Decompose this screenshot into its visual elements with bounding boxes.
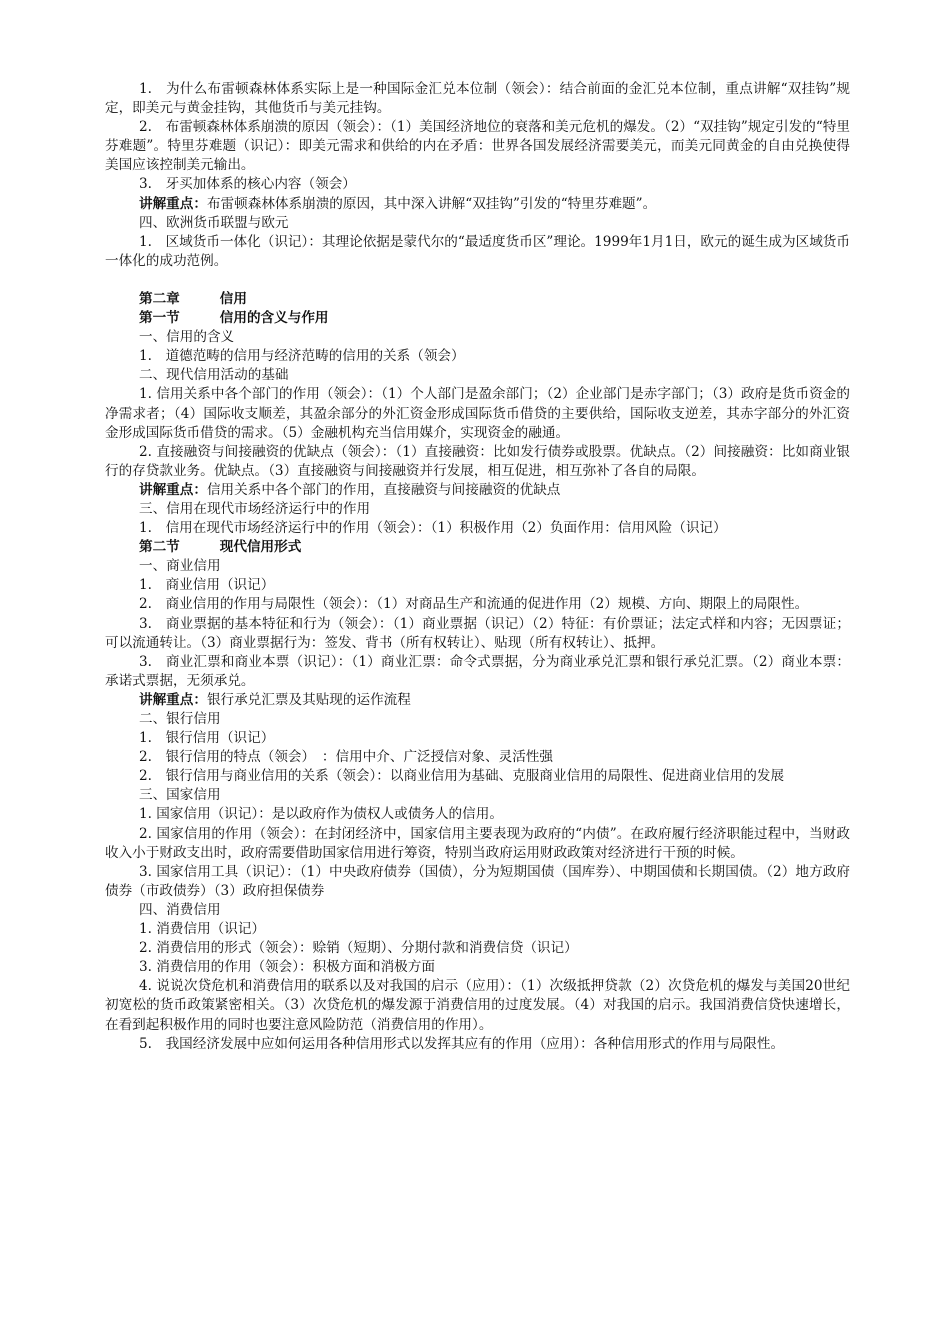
key-point-label: 讲解重点： xyxy=(139,481,207,498)
paragraph: 1. 区域货币一体化（识记）：其理论依据是蒙代尔的“最适度货币区”理论。1999年1月1日，欧元的诞生成为区域货币一体化的成功范例。 xyxy=(105,233,850,269)
paragraph: 1. 信用在现代市场经济运行中的作用（领会）：（1）积极作用（2）负面作用：信用风险（识记） xyxy=(139,520,727,537)
subheading: 四、欧洲货币联盟与欧元 xyxy=(139,214,289,231)
paragraph: 2. 商业信用的作用与局限性（领会）：（1）对商品生产和流通的促进作用（2）规模、方向、期限上的局限性。 xyxy=(139,596,809,613)
key-point-text: 布雷顿森林体系崩溃的原因，其中深入讲解“双挂钩”引发的“特里芬难题”。 xyxy=(206,195,657,212)
section-number: 第一节 xyxy=(139,310,180,327)
chapter-number: 第二章 xyxy=(139,290,180,307)
document-page xyxy=(105,80,850,1054)
key-point-text: 银行承兑汇票及其贴现的运作流程 xyxy=(206,691,411,708)
paragraph: 1. 国家信用（识记）：是以政府作为债权人或债务人的信用。 xyxy=(139,806,503,823)
paragraph: 4. 说说次贷危机和消费信用的联系以及对我国的启示（应用）：（1）次级抵押贷款（2）次贷危机的爆发与美国20世纪初宽松的货币政策紧密相关。（3）次贷危机的爆发源于消费信用的过度发展。（4）对我国的启示。我国消费信贷快速增长，在看到起积极作用的同时也要注意风险防范（消费信用的作用）。 xyxy=(105,978,850,1033)
blank-line xyxy=(105,271,850,290)
paragraph: 1. 商业信用（识记） xyxy=(139,577,275,594)
paragraph: 3. 商业票据的基本特征和行为（领会）：（1）商业票据（识记）（2）特征：有价票证；法定式样和内容；无因票证；可以流通转让。（3）商业票据行为：签发、背书（所有权转让）、贴现（所有权转让）、抵押。 xyxy=(105,615,850,651)
paragraph: 1. 消费信用（识记） xyxy=(139,921,266,938)
paragraph: 3. 商业汇票和商业本票（识记）：（1）商业汇票：命令式票据，分为商业承兑汇票和银行承兑汇票。（2）商业本票：承诺式票据，无须承兑。 xyxy=(105,653,850,689)
paragraph: 1. 道德范畴的信用与经济范畴的信用的关系（领会） xyxy=(139,348,465,365)
key-point xyxy=(105,195,850,214)
paragraph: 3. 国家信用工具（识记）：（1）中央政府债券（国债），分为短期国债（国库券）、中期国债和长期国债。（2）地方政府债券（市政债券）（3）政府担保债券 xyxy=(105,863,850,899)
paragraph: 1. 信用关系中各个部门的作用（领会）：（1）个人部门是盈余部门；（2）企业部门是赤字部门；（3）政府是货币资金的净需求者；（4）国际收支顺差，其盈余部分的外汇资金形成国际货币借贷的主要供给，国际收支逆差，其赤字部分的外汇资金形成国际货币借贷的需求。（5）金融机构充当信用媒介，实现资金的融通。 xyxy=(105,386,850,441)
section-title: 信用的含义与作用 xyxy=(219,310,329,327)
paragraph: 1. 银行信用（识记） xyxy=(139,730,275,747)
paragraph: 1. 为什么布雷顿森林体系实际上是一种国际金汇兑本位制（领会）：结合前面的金汇兑本位制，重点讲解“双挂钩”规定，即美元与黄金挂钩，其他货币与美元挂钩。 xyxy=(105,81,850,117)
key-point-label: 讲解重点： xyxy=(139,195,207,212)
subheading: 一、信用的含义 xyxy=(139,329,235,346)
key-point-text: 信用关系中各个部门的作用，直接融资与间接融资的优缺点 xyxy=(206,481,561,498)
chapter-title: 信用 xyxy=(219,290,247,307)
section-number: 第二节 xyxy=(139,539,180,556)
key-point xyxy=(105,691,850,710)
subheading: 四、消费信用 xyxy=(139,901,221,918)
section-title: 现代信用形式 xyxy=(219,539,302,556)
key-point xyxy=(105,481,850,500)
section-heading xyxy=(105,309,850,328)
paragraph: 2. 布雷顿森林体系崩溃的原因（领会）：（1）美国经济地位的衰落和美元危机的爆发。（2）“双挂钩”规定引发的“特里芬难题”。特里芬难题（识记）：即美元需求和供给的内在矛盾：世界各国发展经济需要美元，而美元同黄金的自由兑换使得美国应该控制美元输出。 xyxy=(105,119,850,174)
section-heading xyxy=(105,538,850,557)
paragraph: 2. 消费信用的形式（领会）：赊销（短期）、分期付款和消费信贷（识记） xyxy=(139,940,578,957)
paragraph: 2. 国家信用的作用（领会）：在封闭经济中，国家信用主要表现为政府的“内债”。在政府履行经济职能过程中，当财政收入小于财政支出时，政府需要借助国家信用进行筹资，特别当政府运用财政政策对经济进行干预的时候。 xyxy=(105,825,850,861)
chapter-heading xyxy=(105,290,850,309)
paragraph: 2. 银行信用与商业信用的关系（领会）：以商业信用为基础、克服商业信用的局限性、促进商业信用的发展 xyxy=(139,768,785,785)
subheading: 二、现代信用活动的基础 xyxy=(139,367,289,384)
paragraph: 2. 直接融资与间接融资的优缺点（领会）：（1）直接融资：比如发行债券或股票。优缺点。（2）间接融资：比如商业银行的存贷款业务。优缺点。（3）直接融资与间接融资并行发展，相互促进，相互弥补了各自的局限。 xyxy=(105,443,850,479)
subheading: 二、银行信用 xyxy=(139,711,221,727)
subheading: 三、国家信用 xyxy=(139,787,221,804)
key-point-label: 讲解重点： xyxy=(139,691,207,708)
subheading: 一、商业信用 xyxy=(139,558,221,575)
paragraph: 3. 消费信用的作用（领会）：积极方面和消极方面 xyxy=(139,959,435,976)
paragraph: 3. 牙买加体系的核心内容（领会） xyxy=(139,176,356,193)
paragraph: 2. 银行信用的特点（领会） ：信用中介、广泛授信对象、灵活性强 xyxy=(139,749,553,766)
subheading: 三、信用在现代市场经济运行中的作用 xyxy=(139,500,371,517)
paragraph: 5. 我国经济发展中应如何运用各种信用形式以发挥其应有的作用（应用）：各种信用形式的作用与局限性。 xyxy=(139,1035,785,1052)
